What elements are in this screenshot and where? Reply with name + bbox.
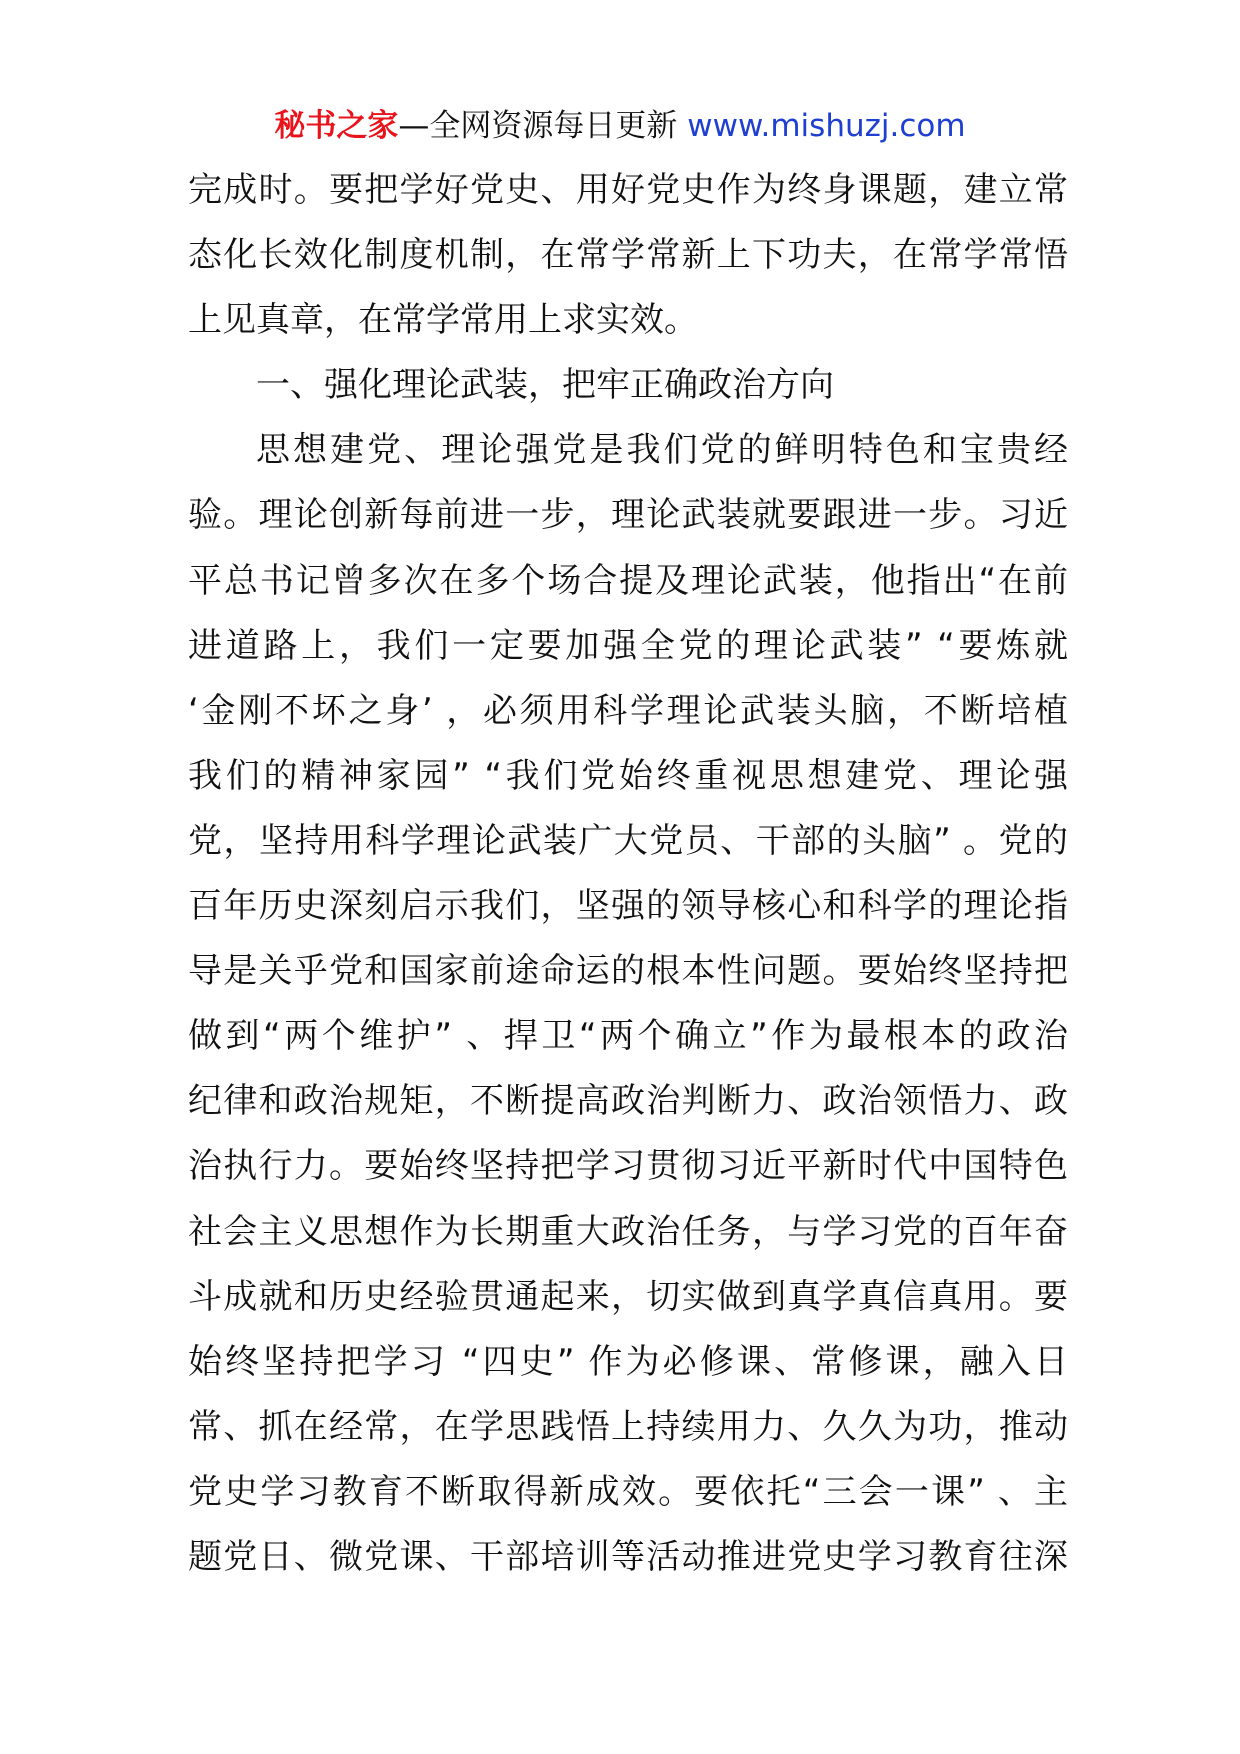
text-line: 思想建党、理论强党是我们党的鲜明特色和宝贵经 xyxy=(256,430,1068,471)
site-brand: 秘书之家 xyxy=(274,108,399,144)
text-line: 平总书记曾多次在多个场合提及理论武装，他指出“在前 xyxy=(188,560,1068,601)
text-line: 纪律和政治规矩，不断提高政治判断力、政治领悟力、政 xyxy=(188,1081,1068,1122)
text-line: 常、抓在经常，在学思践悟上持续用力、久久为功，推动 xyxy=(188,1406,1068,1447)
site-url-link[interactable]: www.mishuzj.com xyxy=(687,108,966,144)
document-body xyxy=(188,158,1068,1590)
text-line: 态化长效化制度机制，在常学常新上下功夫，在常学常悟 xyxy=(188,235,1068,276)
text-line: 导是关乎党和国家前途命运的根本性问题。要始终坚持把 xyxy=(188,951,1068,992)
text-line: 我们的精神家园” “我们党始终重视思想建党、理论强 xyxy=(188,755,1068,796)
text-line: 百年历史深刻启示我们，坚强的领导核心和科学的理论指 xyxy=(188,886,1068,927)
text-line: 斗成就和历史经验贯通起来，切实做到真学真信真用。要 xyxy=(188,1276,1068,1317)
text-line: 做到“两个维护” 、捍卫“两个确立”作为最根本的政治 xyxy=(188,1016,1068,1057)
site-header xyxy=(0,98,1240,154)
text-line: 社会主义思想作为长期重大政治任务，与学习党的百年奋 xyxy=(188,1211,1068,1252)
text-line: ‘金刚不坏之身’ ，必须用科学理论武装头脑，不断培植 xyxy=(188,690,1068,731)
text-line: 党，坚持用科学理论武装广大党员、干部的头脑” 。党的 xyxy=(188,820,1068,861)
site-tagline: —全网资源每日更新 xyxy=(398,108,678,144)
text-line: 治执行力。要始终坚持把学习贯彻习近平新时代中国特色 xyxy=(188,1146,1068,1187)
text-line: 党史学习教育不断取得新成效。要依托“三会一课” 、主 xyxy=(188,1471,1068,1512)
section-heading: 一、强化理论武装，把牢正确政治方向 xyxy=(256,365,834,406)
text-line: 始终坚持把学习 “四史” 作为必修课、常修课，融入日 xyxy=(188,1341,1068,1382)
text-line: 完成时。要把学好党史、用好党史作为终身课题，建立常 xyxy=(188,170,1068,210)
text-line: 验。理论创新每前进一步，理论武装就要跟进一步。习近 xyxy=(188,495,1068,536)
text-line: 上见真章，在常学常用上求实效。 xyxy=(188,300,698,341)
text-line: 进道路上，我们一定要加强全党的理论武装” “要炼就 xyxy=(188,625,1068,666)
text-line: 题党日、微党课、干部培训等活动推进党史学习教育往深 xyxy=(188,1536,1068,1577)
